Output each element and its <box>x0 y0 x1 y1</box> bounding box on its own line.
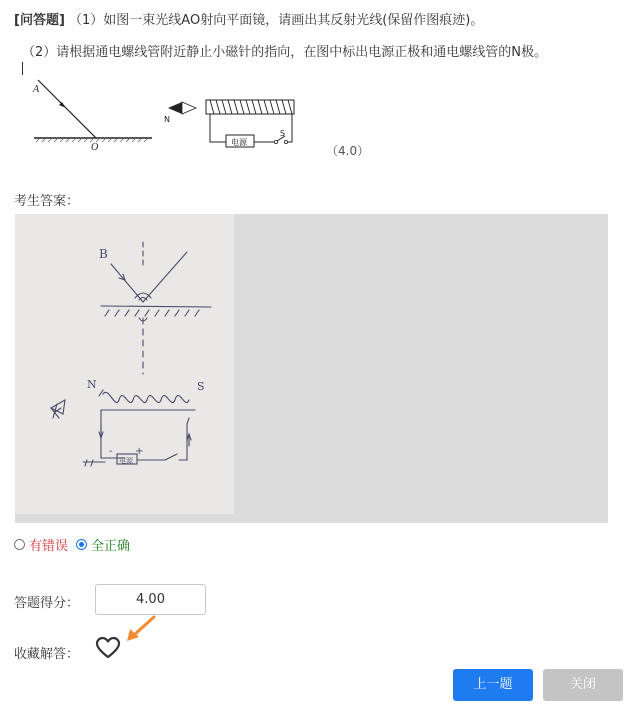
answer-label: 考生答案： <box>14 194 80 209</box>
close-button[interactable]: 关闭 <box>543 669 623 701</box>
handwriting-plus: + <box>135 446 144 457</box>
question-score: （4.0） <box>326 144 370 158</box>
handwriting-s: S <box>197 380 205 393</box>
handwriting-power: 电源 <box>119 457 133 465</box>
radio-all-correct[interactable] <box>76 539 87 550</box>
text-cursor <box>22 62 23 75</box>
handwriting-b: B <box>99 247 108 261</box>
figure-label-power: 电源 <box>231 138 247 147</box>
figure-label-a: A <box>33 84 40 95</box>
orange-arrow-icon <box>124 614 158 644</box>
radio-has-error[interactable] <box>14 539 25 550</box>
heart-icon[interactable] <box>95 636 121 660</box>
radio-label-has-error[interactable]: 有错误 <box>29 539 69 554</box>
figure-label-o: O <box>91 142 99 153</box>
figure-label-n: N <box>164 115 170 124</box>
favorite-label: 收藏解答： <box>14 647 80 662</box>
question-figure <box>30 76 310 156</box>
incident-ray <box>38 80 96 138</box>
handwritten-answer <box>15 214 234 514</box>
prev-question-button[interactable]: 上一题 <box>453 669 533 701</box>
answer-photo <box>15 214 234 514</box>
question-part-2: （2）请根据通电螺线管附近静止小磁针的指向，在图中标出电源正极和通电螺线管的N极。 <box>22 45 547 60</box>
judgement-options <box>14 535 130 554</box>
handwriting-n: N <box>87 378 97 391</box>
figure-label-s: S <box>280 129 286 138</box>
radio-label-all-correct[interactable]: 全正确 <box>91 539 131 554</box>
question-line-1 <box>14 9 483 28</box>
score-label: 答题得分： <box>14 596 80 611</box>
handwriting-minus: - <box>109 446 113 457</box>
question-type-tag: [问答题] <box>14 13 65 28</box>
question-part-1: （1）如图一束光线AO射向平面镜，请画出其反射光线(保留作图痕迹)。 <box>69 13 484 28</box>
score-input[interactable] <box>95 584 206 615</box>
